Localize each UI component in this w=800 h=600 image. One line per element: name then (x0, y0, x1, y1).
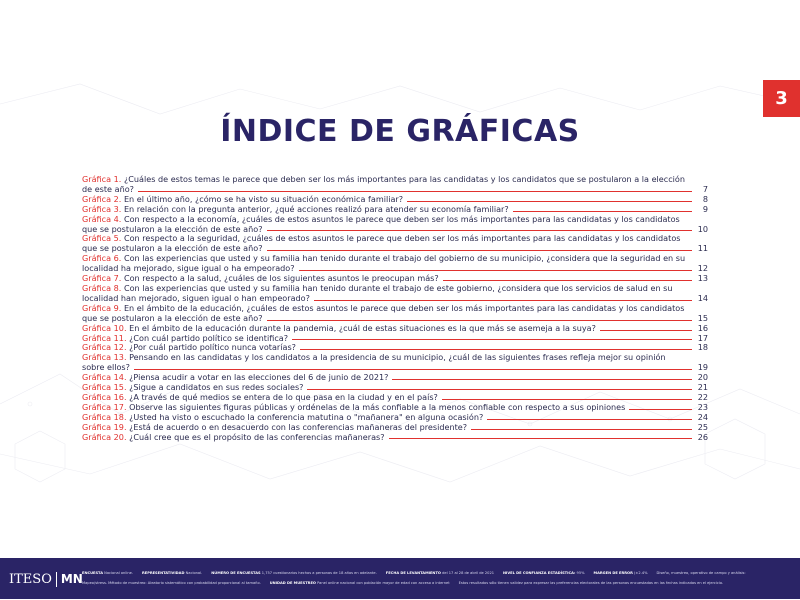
leader-line (300, 349, 692, 350)
entry-label: Gráfica 8. (82, 282, 122, 293)
footer-field-value: Nacional. (185, 571, 203, 575)
footer-field (594, 571, 648, 575)
leader-line (471, 429, 692, 430)
entry-label: Gráfica 5. (82, 233, 122, 244)
leader-line (299, 270, 692, 271)
footer-field-key: FECHA DE LEVANTAMIENTO (385, 571, 441, 575)
leader-line (389, 438, 692, 439)
footer-field (386, 571, 494, 575)
entry-text (82, 353, 708, 373)
footer-field-key: MARGEN DE ERROR (593, 571, 633, 575)
footer-field (657, 571, 746, 575)
entry-label: Gráfica 9. (82, 302, 122, 313)
leader-line (443, 280, 692, 281)
leader-line (392, 379, 692, 380)
entry-question: ¿A través de qué medios se entera de lo que pasa en la ciudad y en el país? (126, 391, 438, 402)
entry-label: Gráfica 1. (82, 174, 122, 184)
entry-question: Con respecto a la economía, ¿cuáles de estos asuntos le parece que deben ser los más importantes para las candidatas y los candidatos que se postularon a la elección de este año? (82, 213, 680, 234)
chart-index-entry[interactable] (82, 304, 708, 324)
entry-question: En relación con la pregunta anterior, ¿qué acciones realizó para atender su economía familiar? (121, 203, 509, 214)
entry-page-number: 24 (697, 411, 708, 422)
chart-index-list (82, 175, 708, 442)
entry-question: ¿Usted ha visto o escuchado la conferencia matutina o "mañanera" en alguna ocasión? (126, 411, 484, 422)
entry-question: ¿Cuál cree que es el propósito de las conferencias mañaneras? (126, 431, 385, 442)
chart-index-entry[interactable] (82, 254, 708, 274)
footer-field-value: Estos resultados sólo tienen validez para expresar las preferencias electorales de las personas encuestadas en las fechas indicadas en el ejercicio. (458, 581, 724, 585)
leader-line (267, 230, 693, 231)
entry-question: ¿Cuáles de estos temas le parece que deben ser los más importantes para las candidatas y los candidatos que se postularon a la elección de este año? (82, 174, 686, 194)
entry-text (82, 234, 708, 254)
logo-separator (56, 572, 57, 587)
entry-label: Gráfica 19. (82, 421, 127, 432)
footer-field-key: REPRESENTATIVIDAD (141, 571, 185, 575)
leader-line (487, 419, 692, 420)
page-title: ÍNDICE DE GRÁFICAS (220, 114, 580, 149)
entry-page-number: 12 (697, 263, 708, 274)
entry-page-number: 26 (697, 431, 708, 442)
chart-index-entry[interactable] (82, 175, 708, 195)
footer-bar (0, 558, 800, 599)
footer-field-value: 1,757 cuestionarios hechos a personas de 18 años en adelante. (261, 571, 377, 575)
entry-question: Observe las siguientes figuras públicas y ordénelas de la más confiable a la menos confiable con respecto a sus opiniones (126, 401, 626, 412)
footer-field-value: Nacional online. (104, 571, 133, 575)
leader-line (629, 409, 692, 410)
entry-page-number: 11 (697, 243, 708, 254)
footer-field-key: UNIDAD DE MUESTREO (269, 581, 316, 585)
entry-question: En el ámbito de la educación, ¿cuáles de estos asuntos le parece que deben ser los más importantes para las candidatas y los candidatos que se postularon a la elección de este año? (82, 302, 685, 323)
entry-page-number: 7 (702, 183, 708, 194)
entry-page-number: 13 (697, 273, 708, 284)
entry-question: ¿Sigue a candidatos en sus redes sociales? (126, 382, 304, 393)
leader-line (314, 300, 692, 301)
entry-label: Gráfica 6. (82, 253, 122, 264)
leader-line (600, 330, 692, 331)
entry-page-number: 17 (697, 332, 708, 343)
entry-text (82, 284, 708, 304)
entry-page-number: 9 (702, 203, 708, 214)
footer-field-value: Diseño, muestreo, operativo de campo y análisis: (656, 571, 746, 575)
entry-text (82, 304, 708, 324)
chart-index-entry[interactable] (82, 433, 708, 443)
entry-label: Gráfica 18. (82, 411, 127, 422)
footer-methodology-row-2 (82, 581, 732, 585)
leader-line (442, 399, 692, 400)
chart-index-entry[interactable] (82, 234, 708, 254)
entry-text (82, 175, 708, 195)
entry-text (82, 254, 708, 274)
entry-page-number: 10 (697, 223, 708, 234)
entry-page-number: 15 (697, 312, 708, 323)
entry-label: Gráfica 12. (82, 342, 127, 353)
entry-question: Con respecto a la salud, ¿cuáles de los siguientes asuntos le preocupan más? (121, 273, 439, 284)
entry-question: Pensando en las candidatas y los candidatos a la presidencia de su municipio, ¿cuál de las siguientes frases refleja mejor su opinión sobre ellos? (82, 352, 666, 373)
entry-question: En el ámbito de la educación durante la pandemia, ¿cuál de estas situaciones es la que más se asemeja a la suya? (126, 322, 596, 333)
iteso-mn-logo (9, 569, 83, 589)
entry-page-number: 25 (697, 421, 708, 432)
chart-index-entry[interactable] (82, 215, 708, 235)
entry-label: Gráfica 3. (82, 203, 122, 214)
footer-field (82, 571, 133, 575)
entry-label: Gráfica 4. (82, 213, 122, 224)
footer-field (459, 581, 724, 585)
footer-field-key: NÚMERO DE ENCUESTAS (211, 571, 261, 575)
footer-field-value: (±2.4% (634, 571, 648, 575)
entry-label: Gráfica 15. (82, 382, 127, 393)
entry-question: ¿Está de acuerdo o en desacuerdo con las conferencias mañaneras del presidente? (126, 421, 468, 432)
entry-label: Gráfica 2. (82, 193, 122, 204)
footer-field-key: NIVEL DE CONFIANZA ESTADÍSTICA: (503, 571, 576, 575)
entry-page-number: 16 (697, 322, 708, 333)
footer-field-value: 95% (576, 571, 585, 575)
footer-field-value: Panel online nacional con población mayor de edad con acceso a internet (317, 581, 450, 585)
entry-label: Gráfica 17. (82, 401, 127, 412)
entry-page-number: 20 (697, 372, 708, 383)
entry-page-number: 8 (702, 193, 708, 204)
entry-question: ¿Con cuál partido político se identifica? (126, 332, 289, 343)
footer-field (211, 571, 376, 575)
entry-question: En el último año, ¿cómo se ha visto su situación económica familiar? (121, 193, 404, 204)
footer-field (82, 581, 261, 585)
leader-line (267, 250, 693, 251)
entry-question: Con las experiencias que usted y su familia han tenido durante el trabajo del gobierno de su municipio, ¿considera que la seguridad en su localidad ha mejorado, sigue igual o ha empeorado? (82, 253, 686, 274)
entry-question: Con las experiencias que usted y su familia han tenido durante el trabajo de este gobierno, ¿considera que los servicios de salud en su localidad han mejorado, siguen igual o han empeorado? (82, 282, 673, 303)
entry-label: Gráfica 13. (82, 352, 127, 363)
footer-field-key: ENCUESTA (82, 571, 104, 575)
logo-iteso: ITESO (9, 571, 52, 587)
entry-page-number: 19 (697, 362, 708, 373)
entry-page-number: 21 (697, 382, 708, 393)
page-number-badge: 3 (763, 80, 800, 117)
leader-line (407, 201, 692, 202)
logo-mn: MN (60, 572, 83, 586)
footer-methodology-row-1 (82, 571, 755, 575)
entry-label: Gráfica 20. (82, 431, 127, 442)
leader-line (292, 339, 692, 340)
entry-text (82, 215, 708, 235)
entry-question: Con respecto a la seguridad, ¿cuáles de estos asuntos le parece que deben ser los más importantes para las candidatas y los candidatos que se postularon a la elección de este año? (82, 233, 681, 254)
entry-question: ¿Por cuál partido político nunca votarías? (126, 342, 296, 353)
slide (0, 74, 800, 587)
entry-page-number: 23 (697, 401, 708, 412)
footer-field (270, 581, 450, 585)
leader-line (513, 211, 692, 212)
entry-page-number: 22 (697, 391, 708, 402)
footer-field (142, 571, 202, 575)
footer-field-value: del 17 al 28 de abril de 2021 (442, 571, 495, 575)
entry-label: Gráfica 10. (82, 322, 127, 333)
chart-index-entry[interactable] (82, 284, 708, 304)
footer-field-value: Mapeo/stress. Método de muestreo: Aleatorio sistemático con probabilidad proporcional al tamaño. (82, 581, 261, 585)
leader-line (134, 369, 692, 370)
leader-line (138, 191, 692, 192)
entry-page-number: 18 (697, 342, 708, 353)
chart-index-entry[interactable] (82, 353, 708, 373)
leader-line (307, 389, 692, 390)
entry-label: Gráfica 7. (82, 273, 122, 284)
entry-label: Gráfica 11. (82, 332, 127, 343)
footer-field (503, 571, 585, 575)
entry-page-number: 14 (697, 292, 708, 303)
entry-question: ¿Piensa acudir a votar en las elecciones del 6 de junio de 2021? (126, 372, 389, 383)
leader-line (267, 320, 693, 321)
entry-label: Gráfica 14. (82, 372, 127, 383)
entry-label: Gráfica 16. (82, 391, 127, 402)
